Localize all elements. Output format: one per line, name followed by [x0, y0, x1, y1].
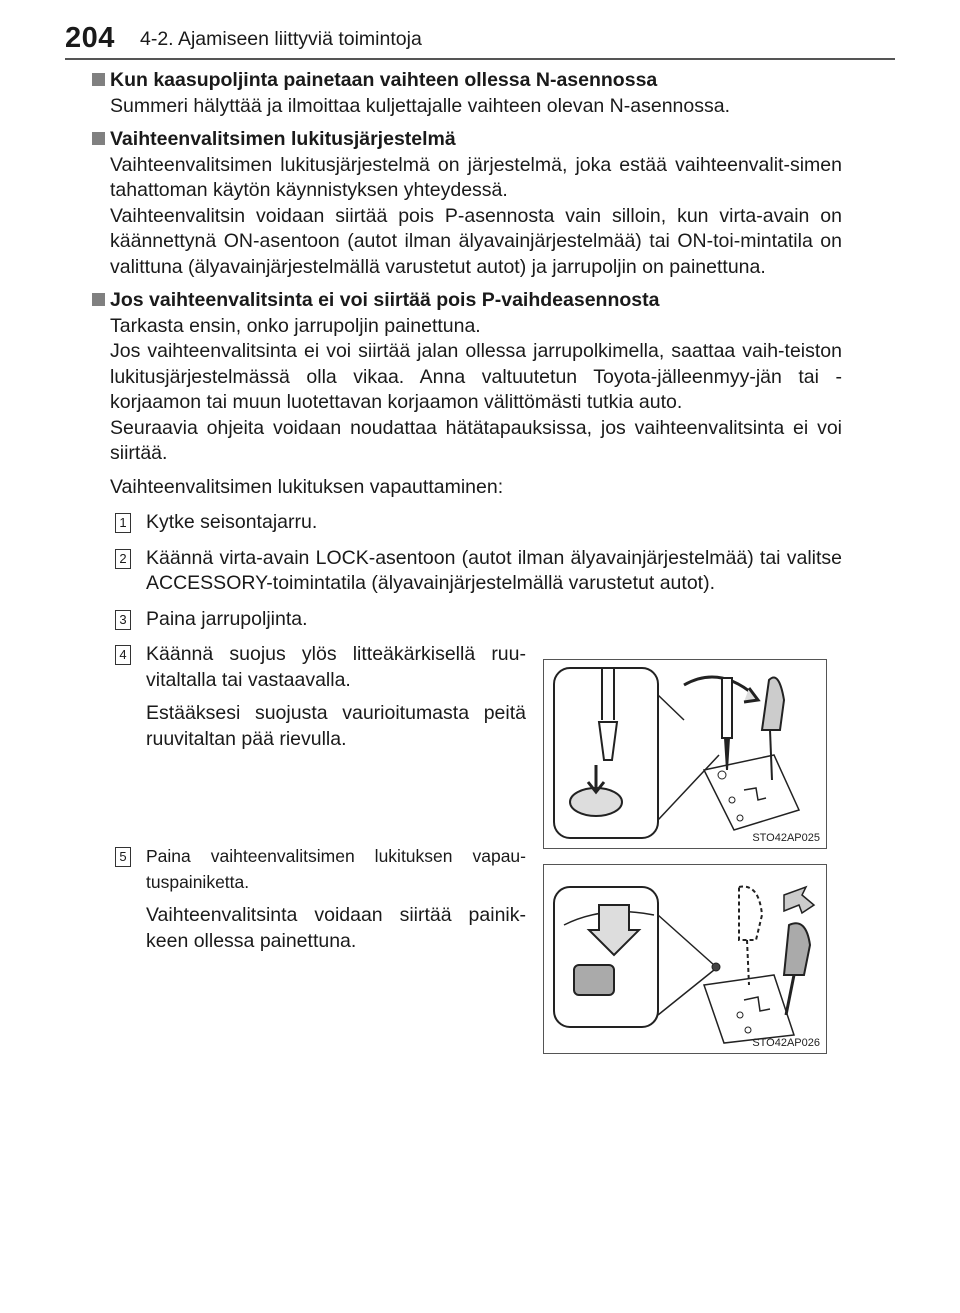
step-note: Vaihteenvalitsinta voidaan siirtää painik-keen ollessa painettuna.	[146, 904, 526, 952]
paragraph: Tarkasta ensin, onko jarrupoljin painettuna.	[110, 314, 481, 337]
figure-label: STO42AP026	[752, 1037, 820, 1049]
release-button-illustration	[544, 865, 826, 1053]
paragraph: Vaihteenvalitsimen lukituksen vapauttaminen:	[110, 475, 504, 498]
step-text: Käännä suojus ylös litteäkärkisellä ruu-vitaltalla tai vastaavalla.	[146, 643, 526, 691]
page-header	[0, 0, 960, 60]
step-number: 1	[115, 513, 131, 533]
step-4	[110, 642, 526, 752]
step-number: 5	[115, 847, 131, 867]
section-n-position	[110, 68, 842, 119]
step-text: Käännä virta-avain LOCK-asentoon (autot ilman älyavainjärjestelmää) tai valitse ACCESSORY-toimintatila (älyavainjärjestelmällä varustetut autot).	[146, 546, 842, 594]
step-text: Paina jarrupoljinta.	[146, 607, 308, 630]
step-text: Kytke seisontajarru.	[146, 511, 318, 533]
paragraph: Vaihteenvalitsin voidaan siirtää pois P-asennosta vain silloin, kun virta-avain on käännettynä ON-asentoon (autot ilman älyavainjärjestelmää) tai ON-toi-mintatila on valittuna (älyavainjärjestelmällä varustetut autot) ja jarrupoljin on painettuna.	[110, 204, 842, 278]
chapter-title: 4-2. Ajamiseen liittyviä toimintoja	[140, 28, 422, 50]
paragraph: Vaihteenvalitsimen lukitusjärjestelmä on järjestelmä, joka estää vaihteenvalit-simen tahattoman käytön käynnistyksen yhteydessä.	[110, 153, 842, 201]
header-rule	[65, 58, 895, 60]
shift-lever-illustration	[544, 660, 826, 848]
step-1	[110, 510, 842, 536]
square-bullet-icon	[92, 73, 105, 86]
step-5	[110, 844, 526, 954]
paragraph: Jos vaihteenvalitsinta ei voi siirtää jalan ollessa jarrupolkimella, saattaa vaih-teiston lukitusjärjestelmässä olla vikaa. Anna valtuutetun Toyota-jälleenmyy-jän tai -korjaamon tai muun luotettavan korjaamon välittömästi tutkia auto.	[110, 340, 842, 413]
square-bullet-icon	[92, 293, 105, 306]
figure-label: STO42AP025	[752, 832, 820, 844]
paragraph: Seuraavia ohjeita voidaan noudattaa hätätapauksissa, jos vaihteenvalitsinta ei voi siirtää.	[110, 416, 842, 464]
paragraph: Summeri hälyttää ja ilmoittaa kuljettajalle vaihteen olevan N-asennossa.	[110, 94, 730, 117]
figure-release-button	[543, 864, 827, 1054]
section-shift-lock	[110, 127, 842, 280]
section-cannot-shift	[110, 288, 842, 500]
figure-cover-removal	[543, 659, 827, 849]
step-text: Paina vaihteenvalitsimen lukituksen vapau-tuspainiketta.	[146, 846, 526, 892]
step-3	[110, 607, 842, 633]
step-note: Estääksesi suojusta vaurioitumasta peitä ruuvitaltan pää rievulla.	[146, 702, 526, 750]
section-heading: Jos vaihteenvalitsinta ei voi siirtää pois P-vaihdeasennosta	[92, 288, 842, 314]
square-bullet-icon	[92, 132, 105, 145]
section-heading: Kun kaasupoljinta painetaan vaihteen ollessa N-asennossa	[92, 68, 842, 94]
step-number: 3	[115, 610, 131, 630]
step-2	[110, 546, 842, 597]
step-number: 4	[115, 645, 131, 665]
section-heading: Vaihteenvalitsimen lukitusjärjestelmä	[92, 127, 842, 153]
page-number: 204	[65, 22, 115, 54]
step-number: 2	[115, 549, 131, 569]
